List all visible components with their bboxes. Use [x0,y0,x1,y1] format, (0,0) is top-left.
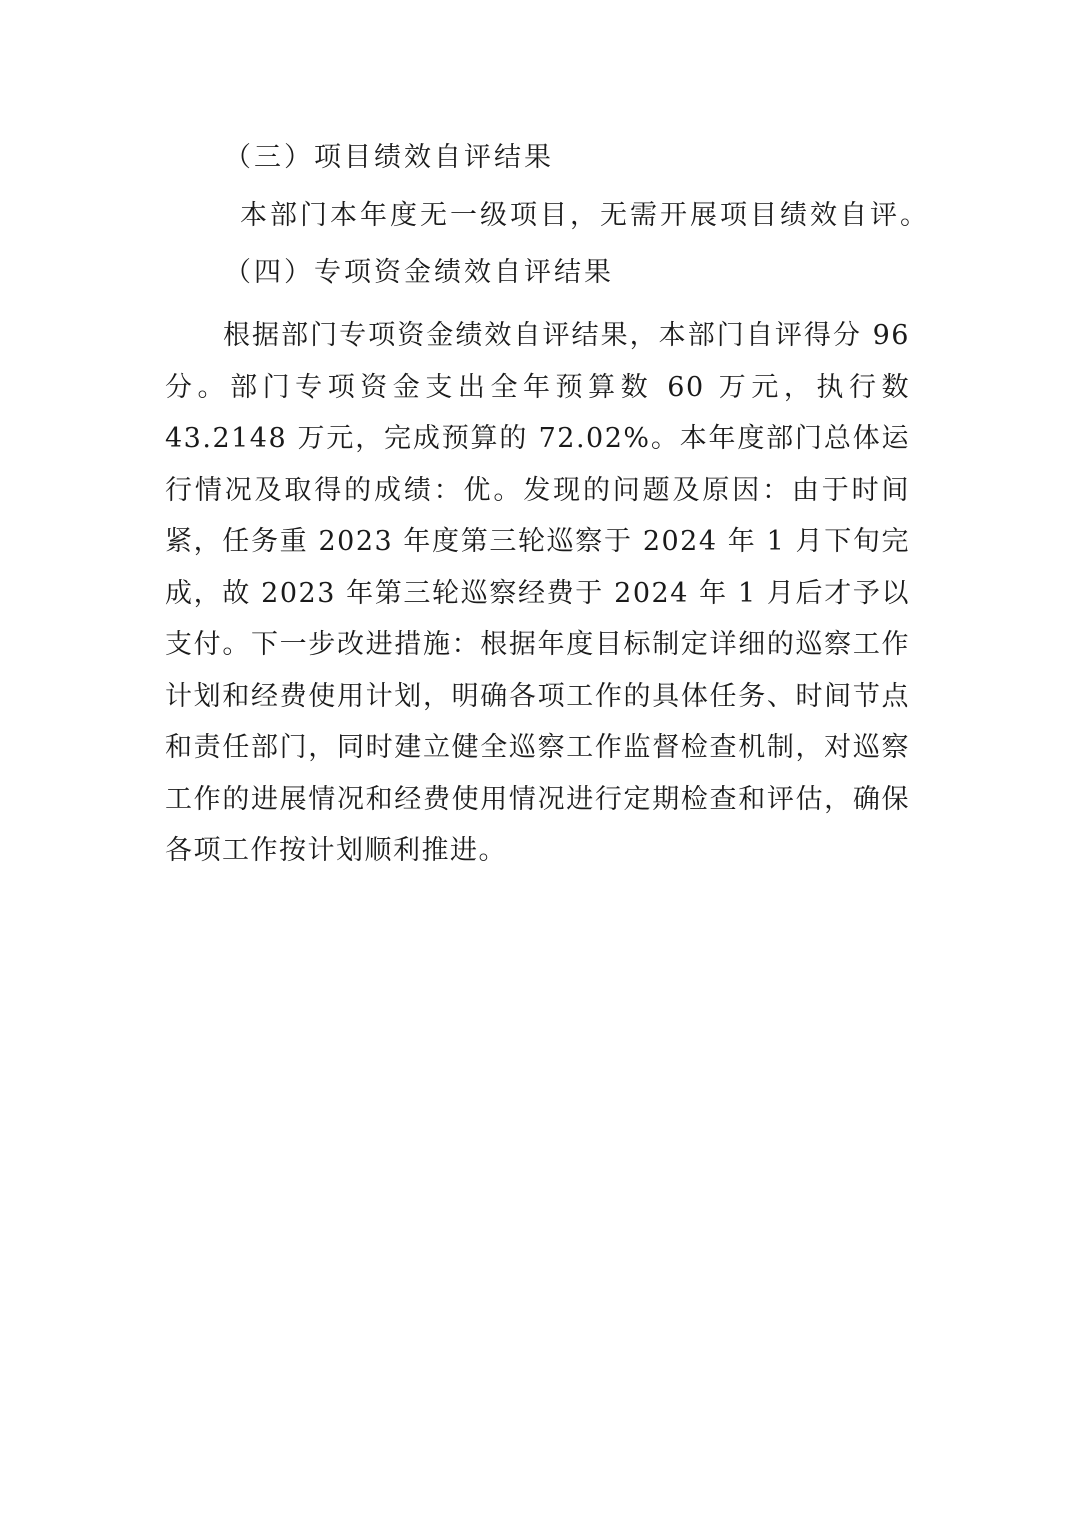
section-3-heading: （三）项目绩效自评结果 [224,142,554,173]
section-3-paragraph: 本部门本年度无一级项目，无需开展项目绩效自评。 [240,200,930,231]
section-4-paragraph: 根据部门专项资金绩效自评结果，本部门自评得分 96 分。部门专项资金支出全年预算数 60 万元，执行数 43.2148 万元，完成预算的 72.02%。本年度部门总体运行情况及取得的成绩：优。发现的问题及原因：由于时间紧，任务重 2023 年度第三轮巡察于 2024 年 1 月下旬完成，故 2023 年第三轮巡察经费于 2024 年 1 月后才予以支付。下一步改进措施：根据年度目标制定详细的巡察工作计划和经费使用计划，明确各项工作的具体任务、时间节点和责任部门，同时建立健全巡察工作监督检查机制，对巡察工作的进展情况和经费使用情况进行定期检查和评估，确保各项工作按计划顺利推进。 [165,320,910,866]
section-4-heading: （四）专项资金绩效自评结果 [224,257,614,288]
